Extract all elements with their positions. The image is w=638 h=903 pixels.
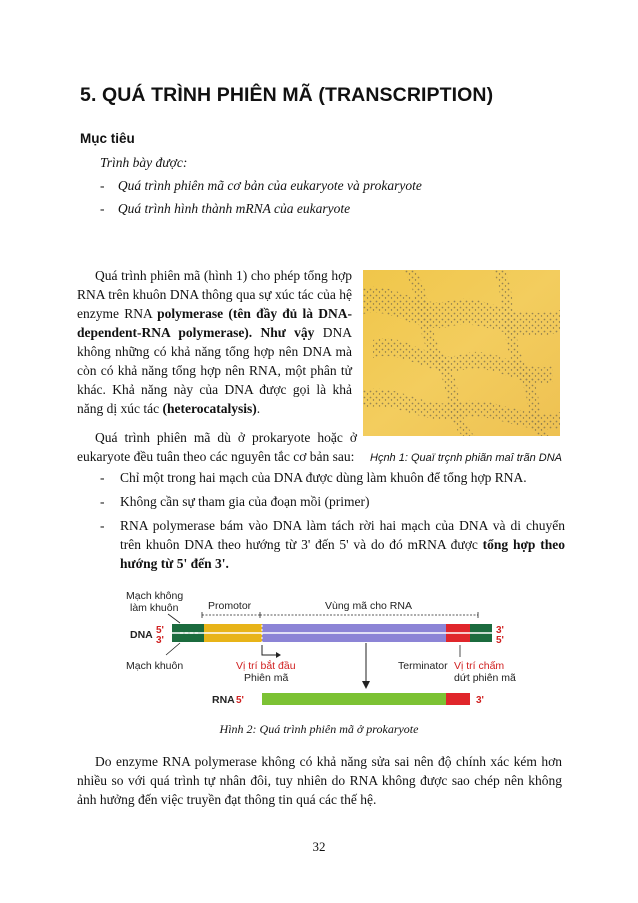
label-5prime-right: 5' <box>496 635 504 646</box>
intro-bold-1: polymerase (tên đầy đủ là DNA-dependent-RNA polymerase). Như vậy <box>77 306 352 340</box>
intro-text-2: DNA không những có khả năng tổng hợp nên DNA mà còn có khả năng tổng hợp nên RNA, một phân tử khác. Khả năng này của DNA được gọi là khả năng dị xúc tác <box>77 325 353 416</box>
label-stop-site-1: Vị trí chấm <box>454 660 505 672</box>
bullet-dash: - <box>100 201 105 216</box>
objective-text: Quá trình hình thành mRNA của eukaryote <box>117 201 351 216</box>
intro-paragraph <box>77 266 352 418</box>
label-rna-5prime: 5' <box>236 695 244 706</box>
bullet-dash: - <box>100 518 105 533</box>
bullet-dash: - <box>100 178 105 193</box>
closing-paragraph <box>77 752 562 809</box>
principle-text: Không cần sự tham gia của đoạn mồi (primer) <box>120 494 370 509</box>
page-number: 32 <box>312 839 326 854</box>
rna-strand <box>262 693 446 705</box>
section-title: 5. QUÁ TRÌNH PHIÊN MÃ (TRANSCRIPTION) <box>80 84 494 106</box>
intro-bold-2: (heterocatalysis) <box>162 401 257 416</box>
label-start-site-1: Vị trí bắt đầu <box>236 660 296 672</box>
dna-double-strand <box>172 621 492 645</box>
bullet-dash: - <box>100 494 105 509</box>
rna-terminator-segment <box>446 693 470 705</box>
label-start-site-2: Phiên mã <box>244 672 289 684</box>
principle-bold: tổng hợp theo hướng từ 5' đến 3'. <box>120 537 565 571</box>
label-rna-3prime: 3' <box>476 695 484 706</box>
label-rna: RNA <box>212 694 235 706</box>
principle-item <box>100 516 565 571</box>
principles-intro-text: Quá trình phiên mã dù ở prokaryote hoặc ở eukaryote đều tuân theo các nguyên tắc cơ bản sau: <box>77 430 357 464</box>
objective-item <box>100 201 350 217</box>
objectives-heading: Mục tiêu <box>80 131 135 146</box>
objective-item <box>100 178 422 194</box>
label-nontemplate-1: Mạch không <box>126 590 184 602</box>
label-coding-region: Vùng mã cho RNA <box>325 600 412 612</box>
principle-item <box>100 468 570 487</box>
label-5prime-left: 5' <box>156 625 164 636</box>
intro-text-1: Quá trình phiên mã (hình 1) cho phép tổng hợp RNA trên khuôn DNA thông qua sự xúc tác của hệ enzyme RNA <box>77 268 352 321</box>
label-dna: DNA <box>130 629 153 641</box>
bullet-dash: - <box>100 470 105 485</box>
principle-text: Chỉ một trong hai mạch của DNA được dùng làm khuôn để tổng hợp RNA. <box>120 470 527 485</box>
intro-text-3: . <box>256 401 261 416</box>
objective-text: Quá trình phiên mã cơ bản của eukaryote và prokaryote <box>117 178 422 193</box>
label-promoter: Promotor <box>208 600 252 612</box>
label-3prime-left: 3' <box>156 635 164 646</box>
figure2-caption: Hình 2: Quá trình phiên mã ở prokaryote <box>219 722 419 736</box>
label-nontemplate-2: làm khuôn <box>130 602 179 614</box>
objectives-intro: Trình bày được: <box>100 155 188 170</box>
figure1-caption: Hçnh 1: Quaï trçnh phiãn maî trãn DNA <box>370 452 562 464</box>
transcription-micrograph <box>363 270 560 436</box>
principle-text: RNA polymerase bám vào DNA làm tách rời hai mạch của DNA và di chuyển trên khuôn DNA theo hướng từ 3' đến 5' và do đó mRNA được <box>120 518 565 552</box>
label-stop-site-2: dứt phiên mã <box>454 672 516 684</box>
principles-intro <box>77 428 357 466</box>
label-3prime-right: 3' <box>496 625 504 636</box>
transcription-diagram <box>120 585 530 710</box>
label-terminator: Terminator <box>398 660 448 672</box>
principle-item <box>100 492 570 511</box>
label-template-strand: Mạch khuôn <box>126 660 184 672</box>
closing-text: Do enzyme RNA polymerase không có khả năng sửa sai nên độ chính xác kém hơn nhiều so với quá trình tự nhân đôi, tuy nhiên do RNA không được sao chép nên không ảnh hưởng đến việc truyền đạt thông tin quá các thế hệ. <box>77 754 562 807</box>
